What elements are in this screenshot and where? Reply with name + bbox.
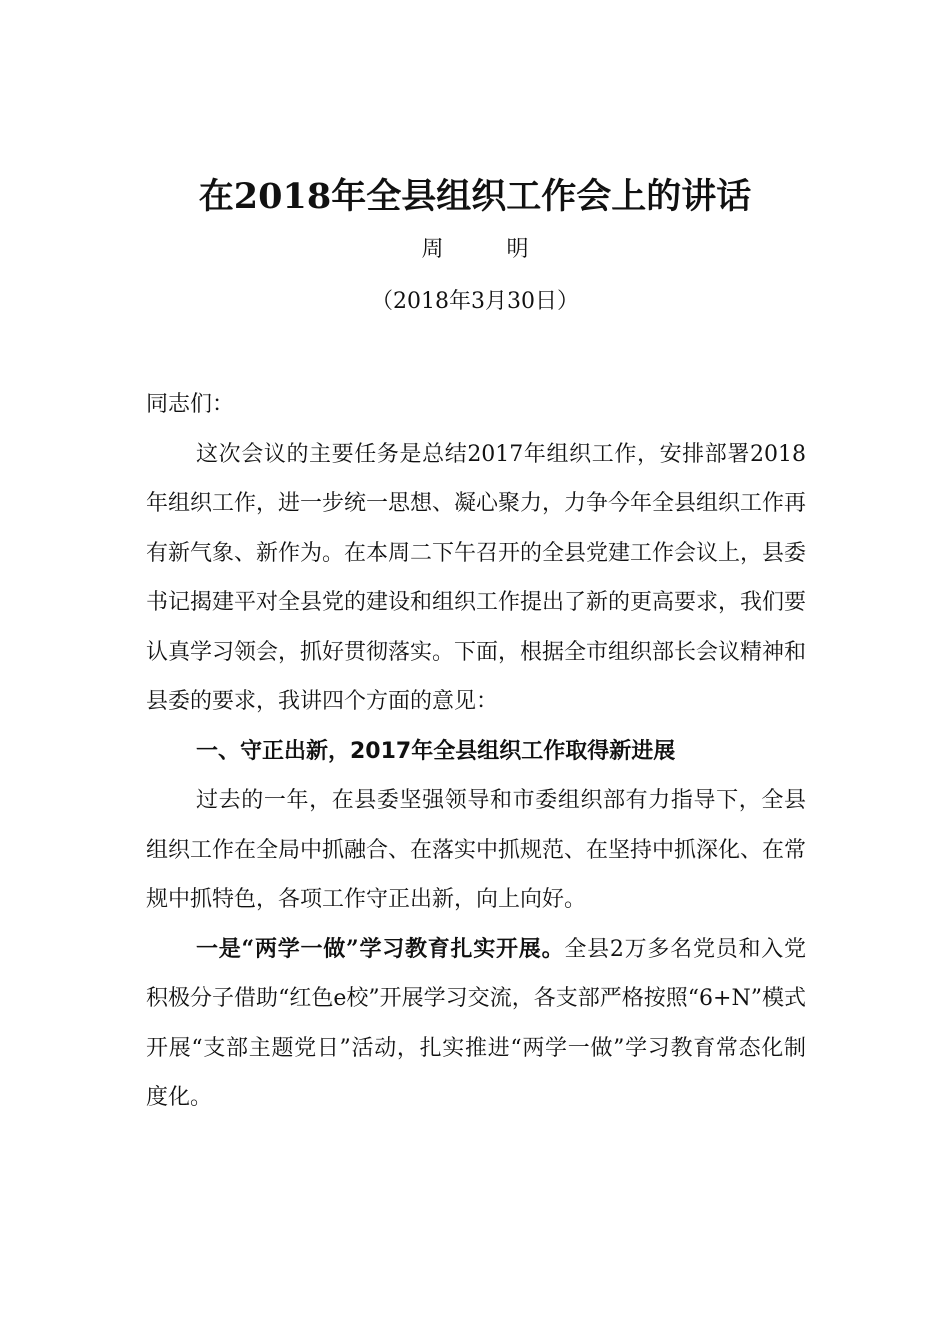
author-name: 周 明 bbox=[421, 237, 557, 262]
document-title: 在2018年全县组织工作会上的讲话 bbox=[198, 176, 752, 217]
paragraph-review: 过去的一年，在县委坚强领导和市委组织部有力指导下，全县组织工作在全局中抓融合、在落实中抓规范、在坚持中抓深化、在常规中抓特色，各项工作守正出新，向上向好。 bbox=[146, 788, 807, 912]
paragraph-point-1 bbox=[146, 925, 806, 1123]
point-1-body: 全县2万多名党员和入党积极分子借助“红色e校”开展学习交流，各支部严格按照“6+N”模式开展“支部主题党日”活动，扎实推进“两学一做”学习教育常态化制度化。 bbox=[146, 936, 807, 1110]
speech-date: （2018年3月30日） bbox=[371, 289, 579, 314]
salutation: 同志们： bbox=[146, 392, 235, 417]
section-heading-1: 一、守正出新，2017年全县组织工作取得新进展 bbox=[196, 738, 676, 764]
paragraph-intro: 这次会议的主要任务是总结2017年组织工作，安排部署2018年组织工作，进一步统一思想、凝心聚力，力争今年全县组织工作再有新气象、新作为。在本周二下午召开的全县党建工作会议上，县委书记揭建平对全县党的建设和组织工作提出了新的更高要求，我们要认真学习领会，抓好贯彻落实。下面，根据全市组织部长会议精神和县委的要求，我讲四个方面的意见： bbox=[146, 441, 807, 714]
document-body bbox=[146, 380, 806, 1123]
point-1-lead: 一是“两学一做”学习教育扎实开展。 bbox=[196, 935, 565, 962]
